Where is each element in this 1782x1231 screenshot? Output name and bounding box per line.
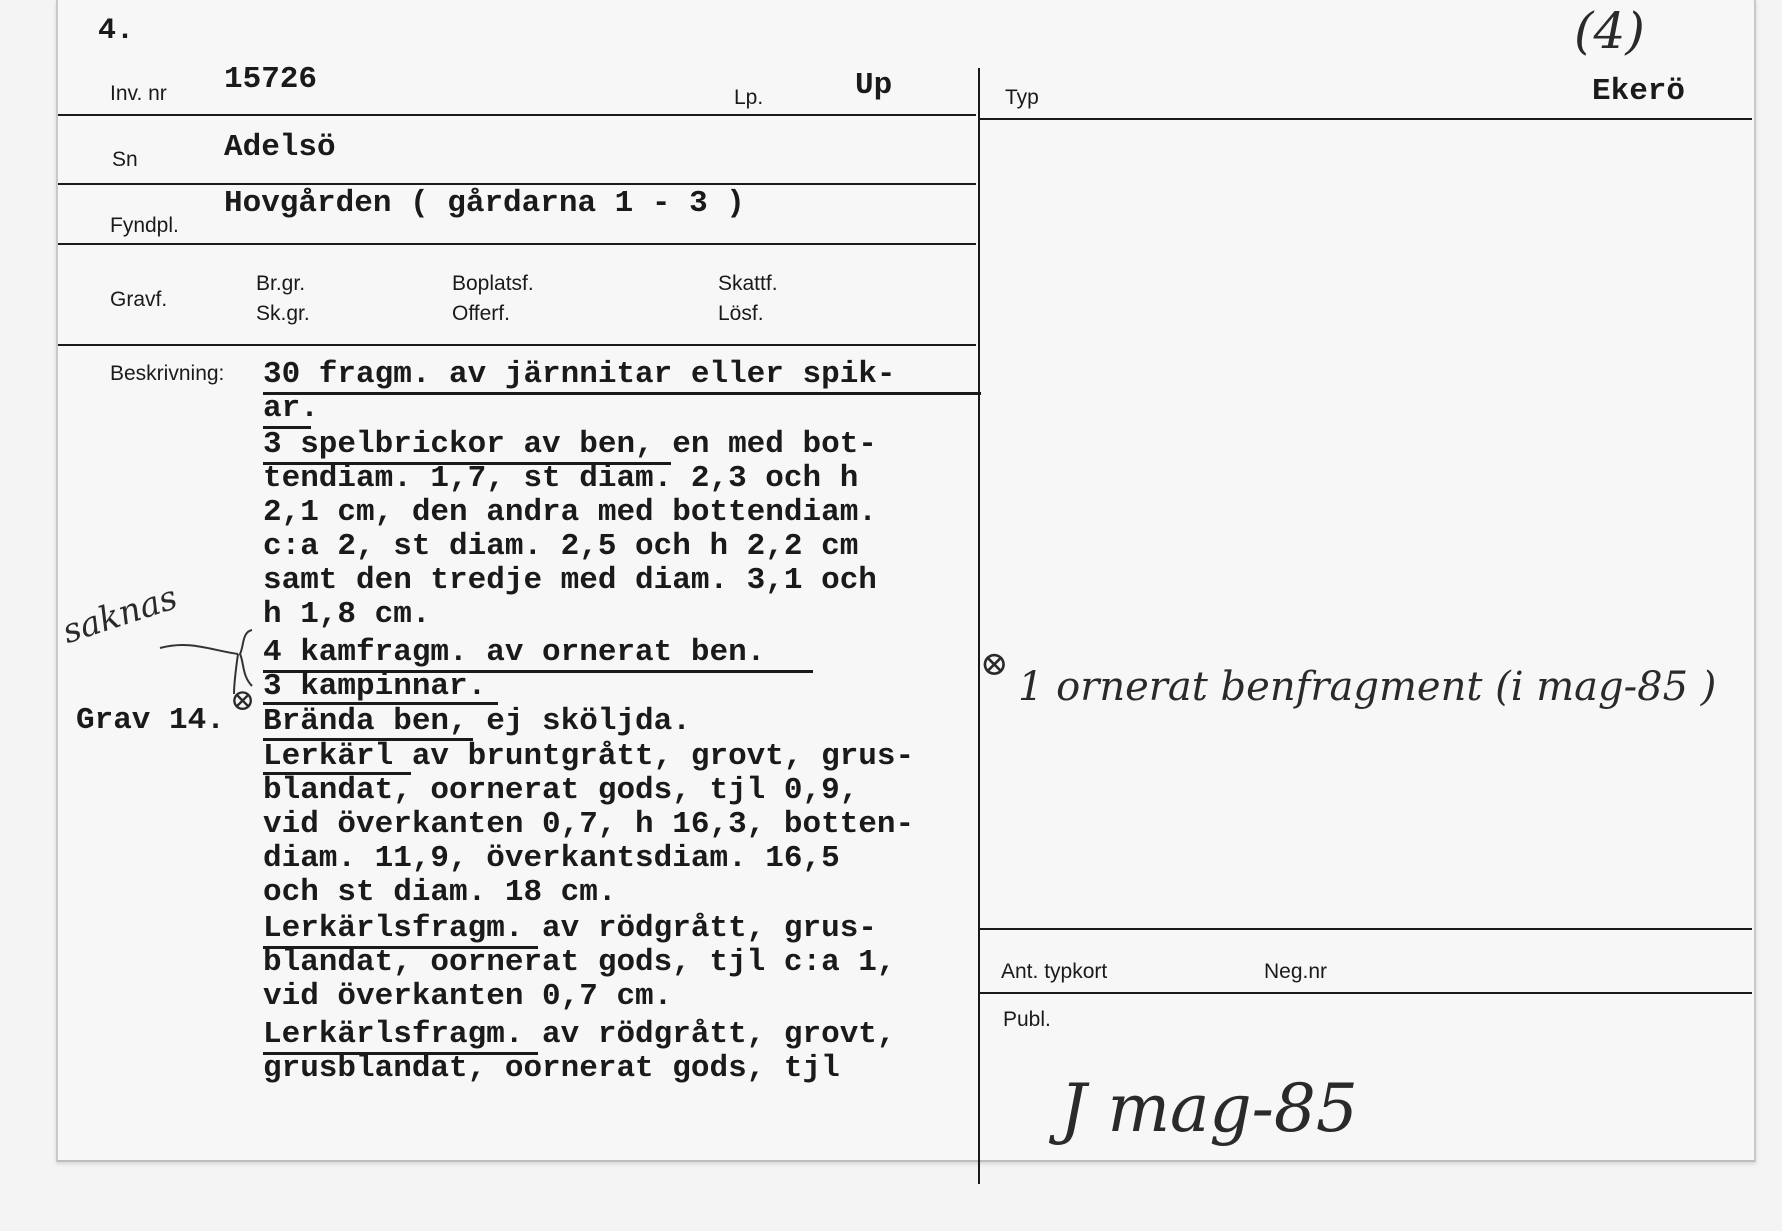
description-line: ar. — [263, 391, 319, 426]
description-line: samt den tredje med diam. 3,1 och — [263, 563, 877, 598]
description-line: 30 fragm. av järnnitar eller spik- — [263, 357, 896, 392]
fyndpl-value: Hovgården ( gårdarna 1 - 3 ) — [224, 186, 745, 221]
skattf-label: Skattf. — [718, 272, 778, 295]
description-line: tendiam. 1,7, st diam. 2,3 och h — [263, 461, 859, 496]
underline — [263, 462, 671, 465]
description-line: 3 spelbrickor av ben, en med bot- — [263, 427, 877, 462]
grav-label: Grav 14. — [76, 703, 225, 738]
description-line: 2,1 cm, den andra med bottendiam. — [263, 495, 877, 530]
ant-typkort-label: Ant. typkort — [1001, 960, 1108, 983]
description-line: c:a 2, st diam. 2,5 och h 2,2 cm — [263, 529, 859, 564]
gravf-label: Gravf. — [110, 288, 168, 311]
bottom-handwritten-note: J mag-85 — [1060, 1070, 1358, 1147]
corner-note: (4) — [1574, 2, 1645, 60]
rule-fyndpl — [58, 243, 976, 245]
description-line: h 1,8 cm. — [263, 597, 431, 632]
description-line: Brända ben, ej sköljda. — [263, 704, 691, 739]
publ-label: Publ. — [1003, 1008, 1051, 1031]
rule-sn — [58, 183, 976, 185]
underline — [263, 772, 411, 775]
rule-typ — [980, 118, 1752, 120]
description-line: Lerkärlsfragm. av rödgrått, grus- — [263, 911, 877, 946]
losf-label: Lösf. — [718, 302, 764, 325]
brgr-label: Br.gr. — [256, 272, 306, 295]
skgr-label: Sk.gr. — [256, 302, 310, 325]
rule-ant-bottom — [980, 992, 1752, 994]
description-line: diam. 11,9, överkantsdiam. 16,5 — [263, 841, 840, 876]
lp-value: Up — [855, 68, 893, 103]
underline — [263, 702, 498, 705]
typ-label: Typ — [1005, 86, 1039, 109]
underline — [263, 392, 981, 395]
description-line: 4 kamfragm. av ornerat ben. — [263, 635, 766, 670]
inv-label: Inv. nr — [110, 82, 167, 105]
right-handwritten-note: 1 ornerat benfragment (i mag-85 ) — [1018, 664, 1717, 710]
description-line: vid överkanten 0,7 cm. — [263, 979, 673, 1014]
description-line: blandat, oornerat gods, tjl 0,9, — [263, 773, 859, 808]
card-number: 4. — [98, 14, 135, 48]
underline — [263, 738, 473, 741]
underline — [263, 1052, 538, 1055]
negnr-label: Neg.nr — [1264, 960, 1328, 983]
rule-inv — [58, 114, 976, 116]
sn-value: Adelsö — [224, 130, 336, 165]
beskrivning-label: Beskrivning: — [110, 362, 225, 385]
description-line: och st diam. 18 cm. — [263, 875, 617, 910]
sn-label: Sn — [112, 148, 138, 171]
fyndpl-label: Fyndpl. — [110, 214, 179, 237]
description-line: Lerkärlsfragm. av rödgrått, grovt, — [263, 1017, 896, 1052]
cross-circle-icon: ⊗ — [230, 683, 256, 718]
underline — [263, 670, 813, 673]
description-line: vid överkanten 0,7, h 16,3, botten- — [263, 807, 915, 842]
description-line: grusblandat, oornerat gods, tjl — [263, 1051, 840, 1086]
boplatsf-label: Boplatsf. — [452, 272, 534, 295]
rule-gravf — [58, 344, 976, 346]
offerf-label: Offerf. — [452, 302, 510, 325]
saknas-note: saknas — [57, 577, 183, 652]
underline — [263, 426, 311, 429]
underline — [263, 946, 538, 949]
lp-label: Lp. — [734, 86, 764, 109]
description-line: blandat, oornerat gods, tjl c:a 1, — [263, 945, 896, 980]
center-divider — [978, 68, 980, 1184]
inv-value: 15726 — [224, 62, 318, 97]
rule-ant-top — [980, 928, 1752, 930]
county-value: Ekerö — [1592, 74, 1686, 109]
description-line: Lerkärl av bruntgrått, grovt, grus- — [263, 739, 915, 774]
cross-circle-icon: ⊗ — [980, 644, 1009, 684]
description-line: 3 kampinnar. — [263, 669, 487, 704]
